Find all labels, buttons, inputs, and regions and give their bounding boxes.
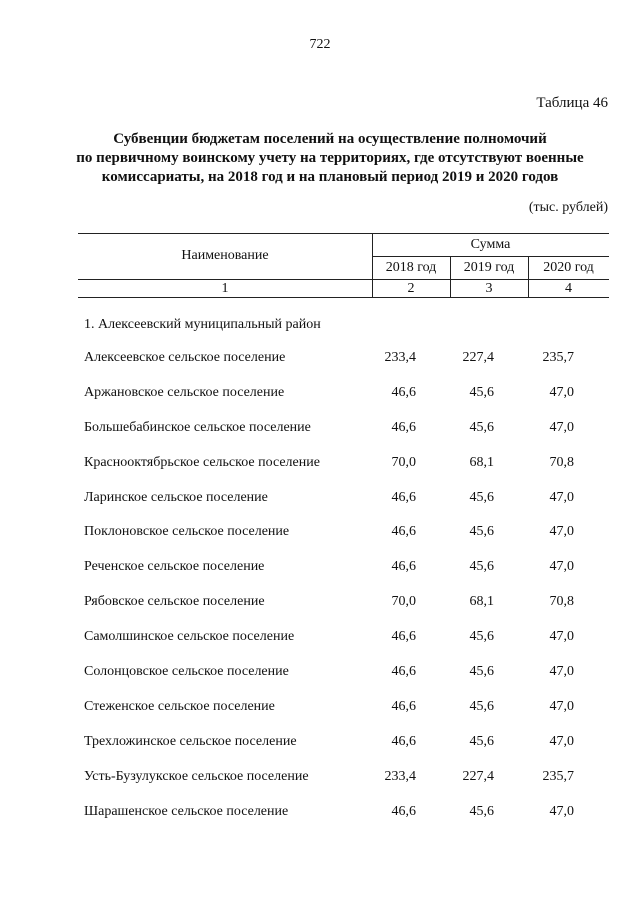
page-number: 722	[309, 37, 331, 52]
value-2019: 45,6	[469, 524, 494, 540]
table-row	[0, 658, 640, 693]
header-year-2019: 2019 год	[463, 260, 515, 275]
settlement-name: Рябовское сельское поселение	[84, 594, 265, 610]
value-2020: 47,0	[549, 384, 574, 400]
value-2019: 45,6	[469, 629, 494, 645]
value-2019: 68,1	[469, 454, 494, 470]
value-2018: 233,4	[384, 768, 416, 784]
header-top-rule	[78, 233, 609, 234]
value-2019: 45,6	[469, 384, 494, 400]
region-heading: 1. Алексеевский муниципальный район	[84, 317, 321, 332]
settlement-name: Краснооктябрьское сельское поселение	[84, 454, 320, 470]
table-body	[0, 344, 640, 832]
header-bottom-rule	[78, 297, 609, 298]
title-line: Субвенции бюджетам поселений на осуществление полномочий	[113, 131, 547, 147]
value-2018: 46,6	[391, 664, 416, 680]
table-row	[0, 728, 640, 763]
value-2019: 68,1	[469, 594, 494, 610]
table-row	[0, 449, 640, 484]
value-2019: 227,4	[462, 350, 494, 365]
settlement-name: Ларинское сельское поселение	[84, 489, 268, 505]
units-label: (тыс. рублей)	[528, 200, 608, 215]
value-2020: 47,0	[549, 664, 574, 680]
document-title	[60, 130, 600, 187]
value-2020: 47,0	[549, 733, 574, 749]
value-2019: 45,6	[469, 664, 494, 680]
col-number: 2	[407, 281, 415, 296]
value-2018: 233,4	[384, 350, 416, 365]
value-2019: 45,6	[469, 489, 494, 505]
settlement-name: Реченское сельское поселение	[84, 559, 265, 575]
value-2018: 70,0	[391, 594, 416, 610]
col-number: 1	[221, 281, 229, 296]
value-2018: 46,6	[391, 419, 416, 435]
value-2020: 47,0	[549, 698, 574, 714]
value-2020: 47,0	[549, 489, 574, 505]
value-2020: 235,7	[542, 768, 574, 784]
settlement-name: Аржановское сельское поселение	[84, 384, 285, 400]
col-number: 4	[565, 281, 572, 296]
value-2020: 47,0	[549, 803, 574, 819]
value-2018: 70,0	[391, 454, 416, 470]
value-2019: 45,6	[469, 733, 494, 749]
value-2019: 227,4	[462, 768, 494, 784]
value-2019: 45,6	[469, 803, 494, 819]
col-number: 3	[485, 281, 493, 296]
settlement-name: Алексеевское сельское поселение	[84, 350, 286, 365]
table-row	[0, 414, 640, 449]
value-2019: 45,6	[469, 419, 494, 435]
table-row	[0, 379, 640, 414]
table-row	[0, 588, 640, 623]
settlement-name: Усть-Бузулукское сельское поселение	[84, 768, 309, 784]
settlement-name: Стеженское сельское поселение	[84, 698, 275, 714]
value-2018: 46,6	[391, 559, 416, 575]
settlement-name: Большебабинское сельское поселение	[84, 419, 311, 435]
value-2018: 46,6	[391, 629, 416, 645]
header-sum: Сумма	[470, 237, 511, 252]
value-2018: 46,6	[391, 384, 416, 400]
value-2019: 45,6	[469, 698, 494, 714]
settlement-name: Поклоновское сельское поселение	[84, 524, 290, 540]
header-year-2020: 2020 год	[543, 260, 594, 275]
years-rule	[372, 256, 609, 257]
header-year-2018: 2018 год	[385, 260, 437, 275]
value-2020: 47,0	[549, 559, 574, 575]
title-line: комиссариаты, на 2018 год и на плановый период 2019 и 2020 годов	[101, 169, 559, 185]
header-name: Наименование	[181, 248, 269, 263]
settlement-name: Шарашенское сельское поселение	[84, 803, 289, 819]
value-2020: 47,0	[549, 524, 574, 540]
table-row	[0, 553, 640, 588]
table-row	[0, 763, 640, 798]
value-2020: 47,0	[549, 629, 574, 645]
settlement-name: Самолшинское сельское поселение	[84, 629, 295, 645]
table-row	[0, 484, 640, 519]
value-2018: 46,6	[391, 698, 416, 714]
table-row	[0, 623, 640, 658]
value-2020: 47,0	[549, 419, 574, 435]
header-mid-rule	[78, 279, 609, 280]
value-2020: 235,7	[542, 350, 574, 365]
value-2018: 46,6	[391, 524, 416, 540]
value-2018: 46,6	[391, 489, 416, 505]
settlement-name: Трехложинское сельское поселение	[84, 733, 297, 749]
table-row	[0, 518, 640, 553]
value-2020: 70,8	[549, 454, 574, 470]
value-2020: 70,8	[549, 594, 574, 610]
table-row	[0, 798, 640, 833]
value-2019: 45,6	[469, 559, 494, 575]
settlement-name: Солонцовское сельское поселение	[84, 664, 289, 680]
value-2018: 46,6	[391, 733, 416, 749]
value-2018: 46,6	[391, 803, 416, 819]
table-row	[0, 693, 640, 728]
title-line: по первичному воинскому учету на территориях, где отсутствуют военные	[76, 150, 584, 166]
table-label: Таблица 46	[536, 95, 608, 111]
table-row	[0, 344, 640, 379]
